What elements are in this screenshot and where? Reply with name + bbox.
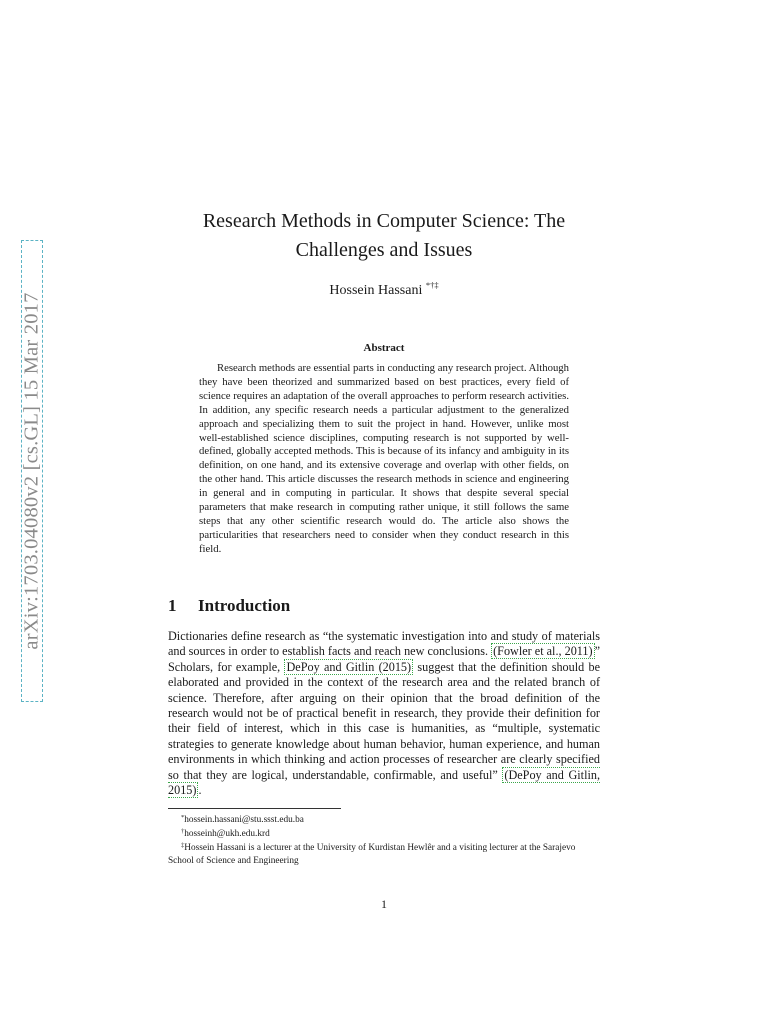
footnote-text: hosseinh@ukh.edu.krd — [184, 829, 270, 840]
footnote-item — [168, 840, 600, 866]
paper-title-line-1: Research Methods in Computer Science: The — [202, 210, 566, 232]
intro-text-part-2: ” Scholars, for example, — [168, 644, 601, 674]
paper-title — [168, 207, 600, 265]
page-number: 1 — [381, 897, 387, 911]
intro-text-part-4: . — [198, 783, 202, 798]
author-line — [168, 280, 600, 299]
footnote-rule — [168, 808, 341, 809]
introduction-paragraph — [168, 629, 600, 798]
section-heading — [168, 596, 290, 616]
footnote-item — [168, 812, 600, 826]
arxiv-identifier-stamp[interactable] — [21, 240, 43, 702]
intro-text-part-3: suggest that the definition should be elaborated and provided in the context of the research area and the related branch of science. Therefore, after arguing on their opinion that the broad definition of the research would not be of practical benefit in research, they provide their definition for their field of interest, which in this case is humanities, as “multiple, systematic strategies to generate knowledge about human behavior, human experience, and human environments in which thinking and action processes of researcher are clearly specified so that they are logical, understandable, confirmable, and useful” — [168, 659, 601, 782]
citation-link-depoy-2015[interactable]: (DePoy and Gitlin, 2015) — [168, 767, 600, 798]
footnote-mark: * — [181, 814, 185, 821]
abstract-heading: Abstract — [363, 342, 405, 354]
arxiv-identifier-text: arXiv:1703.04080v2 [cs.GL] 15 Mar 2017 — [20, 292, 43, 650]
author-name: Hossein Hassani — [329, 283, 423, 298]
abstract-text: Research methods are essential parts in conducting any research project. Although they have been theorized and summarized based on best practices, every field of science requires an adaptation of the overall approaches to perform research activities. In addition, any specific research needs a particular adjustment to the generalized approach and specializing them to suit the project in hand. However, unlike most well-established science disciplines, computing research is not supported by well-defined, globally accepted methods. This is because of its infancy and ambiguity in its definition, on one hand, and its extensive coverage and overlap with other fields, on the other hand. This article discusses the research methods in science and engineering in general and in computing in particular. It shows that despite several special parameters that make research in computing rather unique, it still follows the same steps that any other scientific research would do. The article also shows the particularities that researchers need to consider when they conduct research in this field. — [199, 362, 569, 555]
footnote-mark: † — [181, 828, 185, 836]
intro-text-part-1: Dictionaries define research as “the systematic investigation into and study of materials and sources in order to establish facts and reach new conclusions. — [168, 629, 600, 659]
footnote-mark: ‡ — [181, 842, 185, 850]
footnote-text: hossein.hassani@stu.ssst.edu.ba — [184, 815, 304, 825]
footnote-text: Hossein Hassani is a lecturer at the University of Kurdistan Hewlêr and a visiting lecturer at the Sarajevo School of Science and Engineering — [168, 843, 576, 866]
citation-link-depoy[interactable]: DePoy and Gitlin (2015) — [286, 659, 412, 674]
author-footnote-marks[interactable]: *†‡ — [425, 280, 439, 290]
footnotes — [168, 812, 600, 867]
footnote-item — [168, 826, 600, 840]
paper-title-line-2: Challenges and Issues — [295, 239, 473, 261]
section-number: 1 — [168, 596, 177, 615]
section-title: Introduction — [198, 596, 291, 615]
citation-link-fowler[interactable]: (Fowler et al., 2011) — [493, 644, 593, 659]
